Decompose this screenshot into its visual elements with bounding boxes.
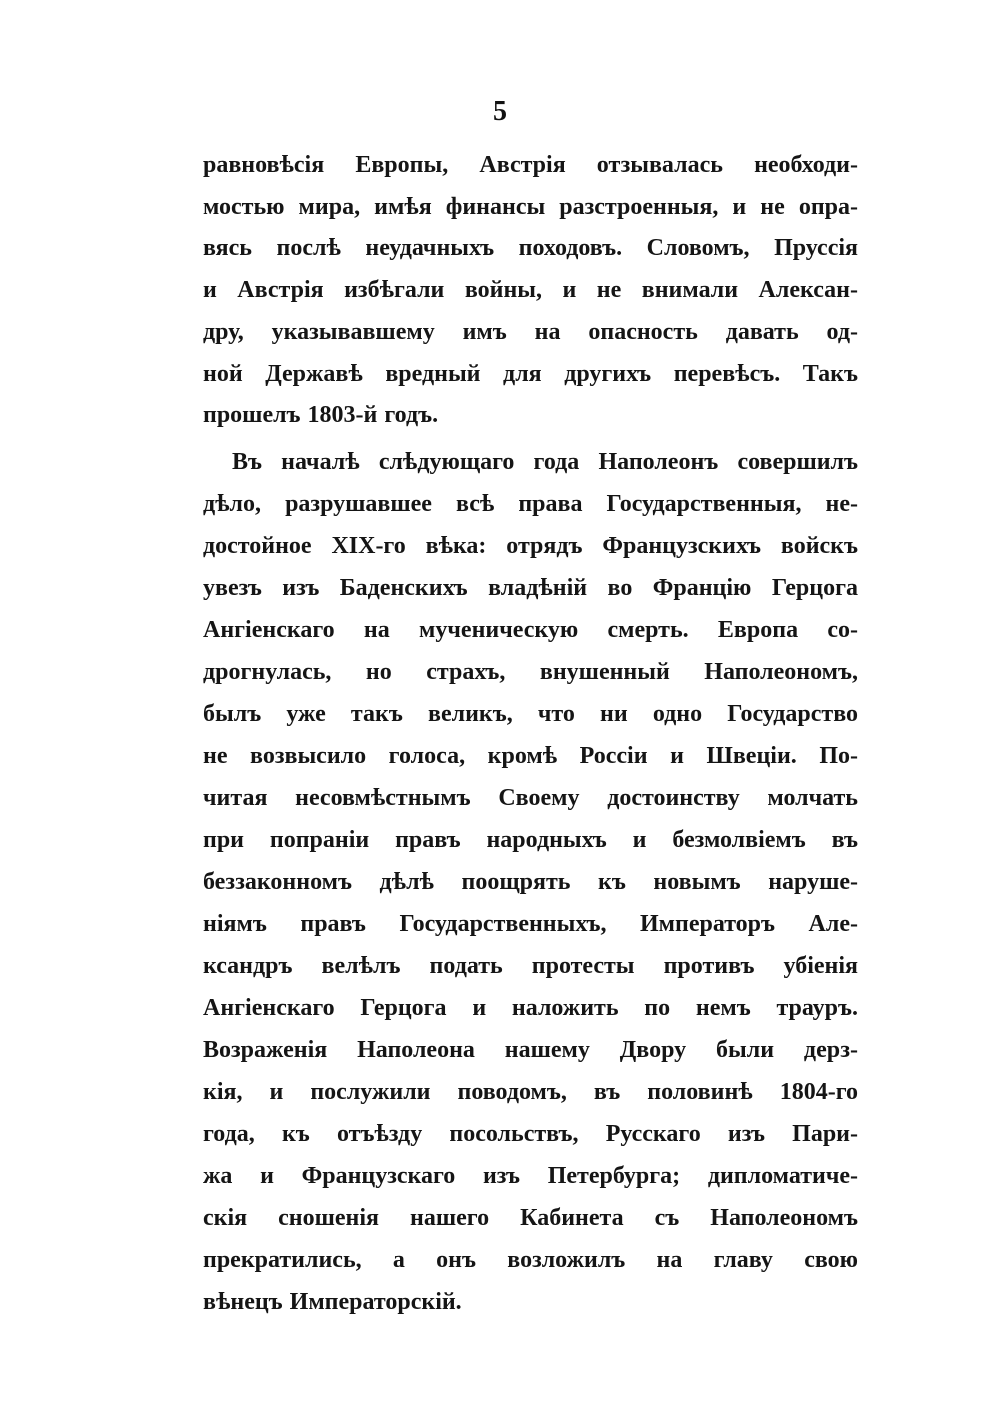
text-line: прекратились, а онъ возложилъ на главу свою — [203, 1247, 858, 1273]
text-line: Ангіенскаго на мученическую смерть. Европа со- — [203, 617, 858, 643]
text-line: дрогнулась, но страхъ, внушенный Наполеономъ, — [203, 659, 858, 685]
text-line: скія сношенія нашего Кабинета съ Наполеономъ — [203, 1205, 858, 1231]
text-line: прошелъ 1803-й годъ. — [203, 402, 439, 429]
text-line: кія, и послужили поводомъ, въ половинѣ 1804-го — [203, 1079, 858, 1105]
text-line: былъ уже такъ великъ, что ни одно Государство — [203, 701, 858, 727]
text-line: равновѣсія Европы, Австрія отзывалась необходи- — [203, 152, 858, 178]
text-line: ной Державѣ вредный для другихъ перевѣсъ. Такъ — [203, 360, 858, 387]
text-line: жа и Французскаго изъ Петербурга; дипломатиче- — [203, 1163, 858, 1189]
text-line: дру, указывавшему имъ на опасность давать од- — [203, 318, 858, 345]
text-line: достойное XIX-го вѣка: отрядъ Французскихъ войскъ — [203, 533, 858, 559]
text-line: года, къ отъѣзду посольствъ, Русскаго изъ Пари- — [203, 1121, 858, 1147]
text-line: и Австрія избѣгали войны, и не внимали Алексан- — [203, 277, 858, 304]
text-line: вясь послѣ неудачныхъ походовъ. Словомъ, Пруссія — [203, 235, 858, 262]
text-line: ніямъ правъ Государственныхъ, Императоръ Але- — [203, 911, 858, 937]
text-line: читая несовмѣстнымъ Своему достоинству молчать — [203, 785, 858, 811]
text-line: ксандръ велѣлъ подать протесты противъ убіенія — [203, 953, 858, 979]
text-line: беззаконномъ дѣлѣ поощрять къ новымъ наруше- — [203, 869, 858, 895]
text-line: увезъ изъ Баденскихъ владѣній во Францію Герцога — [203, 575, 858, 601]
paragraph-first-line: Въ началѣ слѣдующаго года Наполеонъ совершилъ — [232, 449, 858, 475]
text-line: мостью мира, имѣя финансы разстроенныя, и не опра- — [203, 193, 858, 220]
page-number: 5 — [493, 96, 507, 127]
text-line: дѣло, разрушавшее всѣ права Государственныя, не- — [203, 491, 858, 517]
text-line: при попраніи правъ народныхъ и безмолвіемъ въ — [203, 827, 858, 853]
text-line: вѣнецъ Императорскій. — [203, 1289, 462, 1315]
text-line: Ангіенскаго Герцога и наложить по немъ трауръ. — [203, 995, 858, 1021]
text-line: Возраженія Наполеона нашему Двору были дерз- — [203, 1037, 858, 1063]
text-line: не возвысило голоса, кромѣ Россіи и Швеціи. По- — [203, 743, 858, 769]
